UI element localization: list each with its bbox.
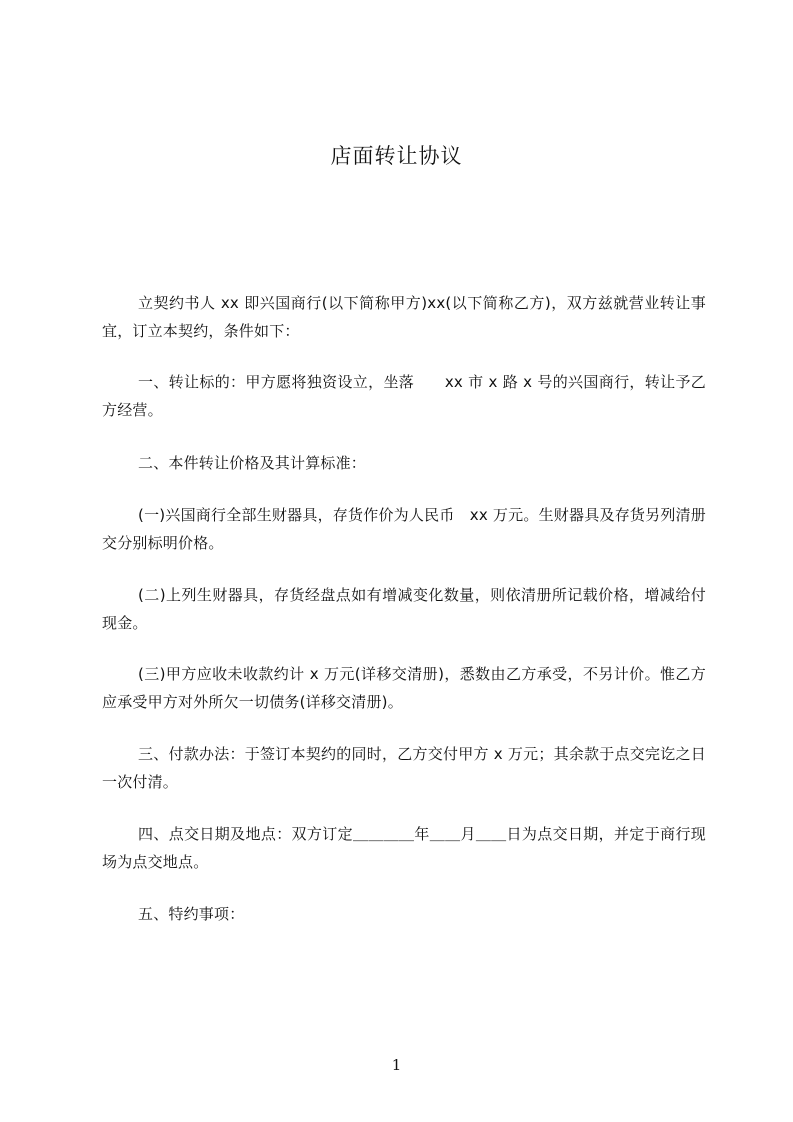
document-title: 店面转让协议 <box>330 144 463 168</box>
paragraph-price-item-2: (二)上列生财器具，存货经盘点如有增减变化数量，则依清册所记载价格，增减给付现金。 <box>102 586 706 632</box>
paragraph-special-terms: 五、特约事项： <box>138 905 245 923</box>
paragraph-intro: 立契约书人 xx 即兴国商行(以下简称甲方)xx(以下简称乙方)，双方兹就营业转让事宜，订立本契约，条件如下： <box>102 294 706 340</box>
paragraph-price-item-3: (三)甲方应收未收款约计 x 万元(详移交清册)，悉数由乙方承受，不另计价。惟乙方应承受甲方对外所欠一切债务(详移交清册)。 <box>102 665 706 711</box>
paragraph-price-item-1: (一)兴国商行全部生财器具，存货作价为人民币 xx 万元。生财器具及存货另列清册交分别标明价格。 <box>102 506 706 552</box>
paragraph-handover-date-place: 四、点交日期及地点：双方订定＿＿＿＿年＿＿月＿＿日为点交日期，并定于商行现场为点交地点。 <box>102 825 706 871</box>
paragraph-price-standard-heading: 二、本件转让价格及其计算标准： <box>138 454 367 472</box>
paragraph-transfer-subject: 一、转让标的：甲方愿将独资设立，坐落 xx 市 x 路 x 号的兴国商行，转让予乙方经营。 <box>102 373 706 419</box>
paragraph-payment-method: 三、付款办法：于签订本契约的同时，乙方交付甲方 x 万元；其余款于点交完讫之日一次付清。 <box>102 745 706 791</box>
page-number: 1 <box>391 1056 402 1074</box>
